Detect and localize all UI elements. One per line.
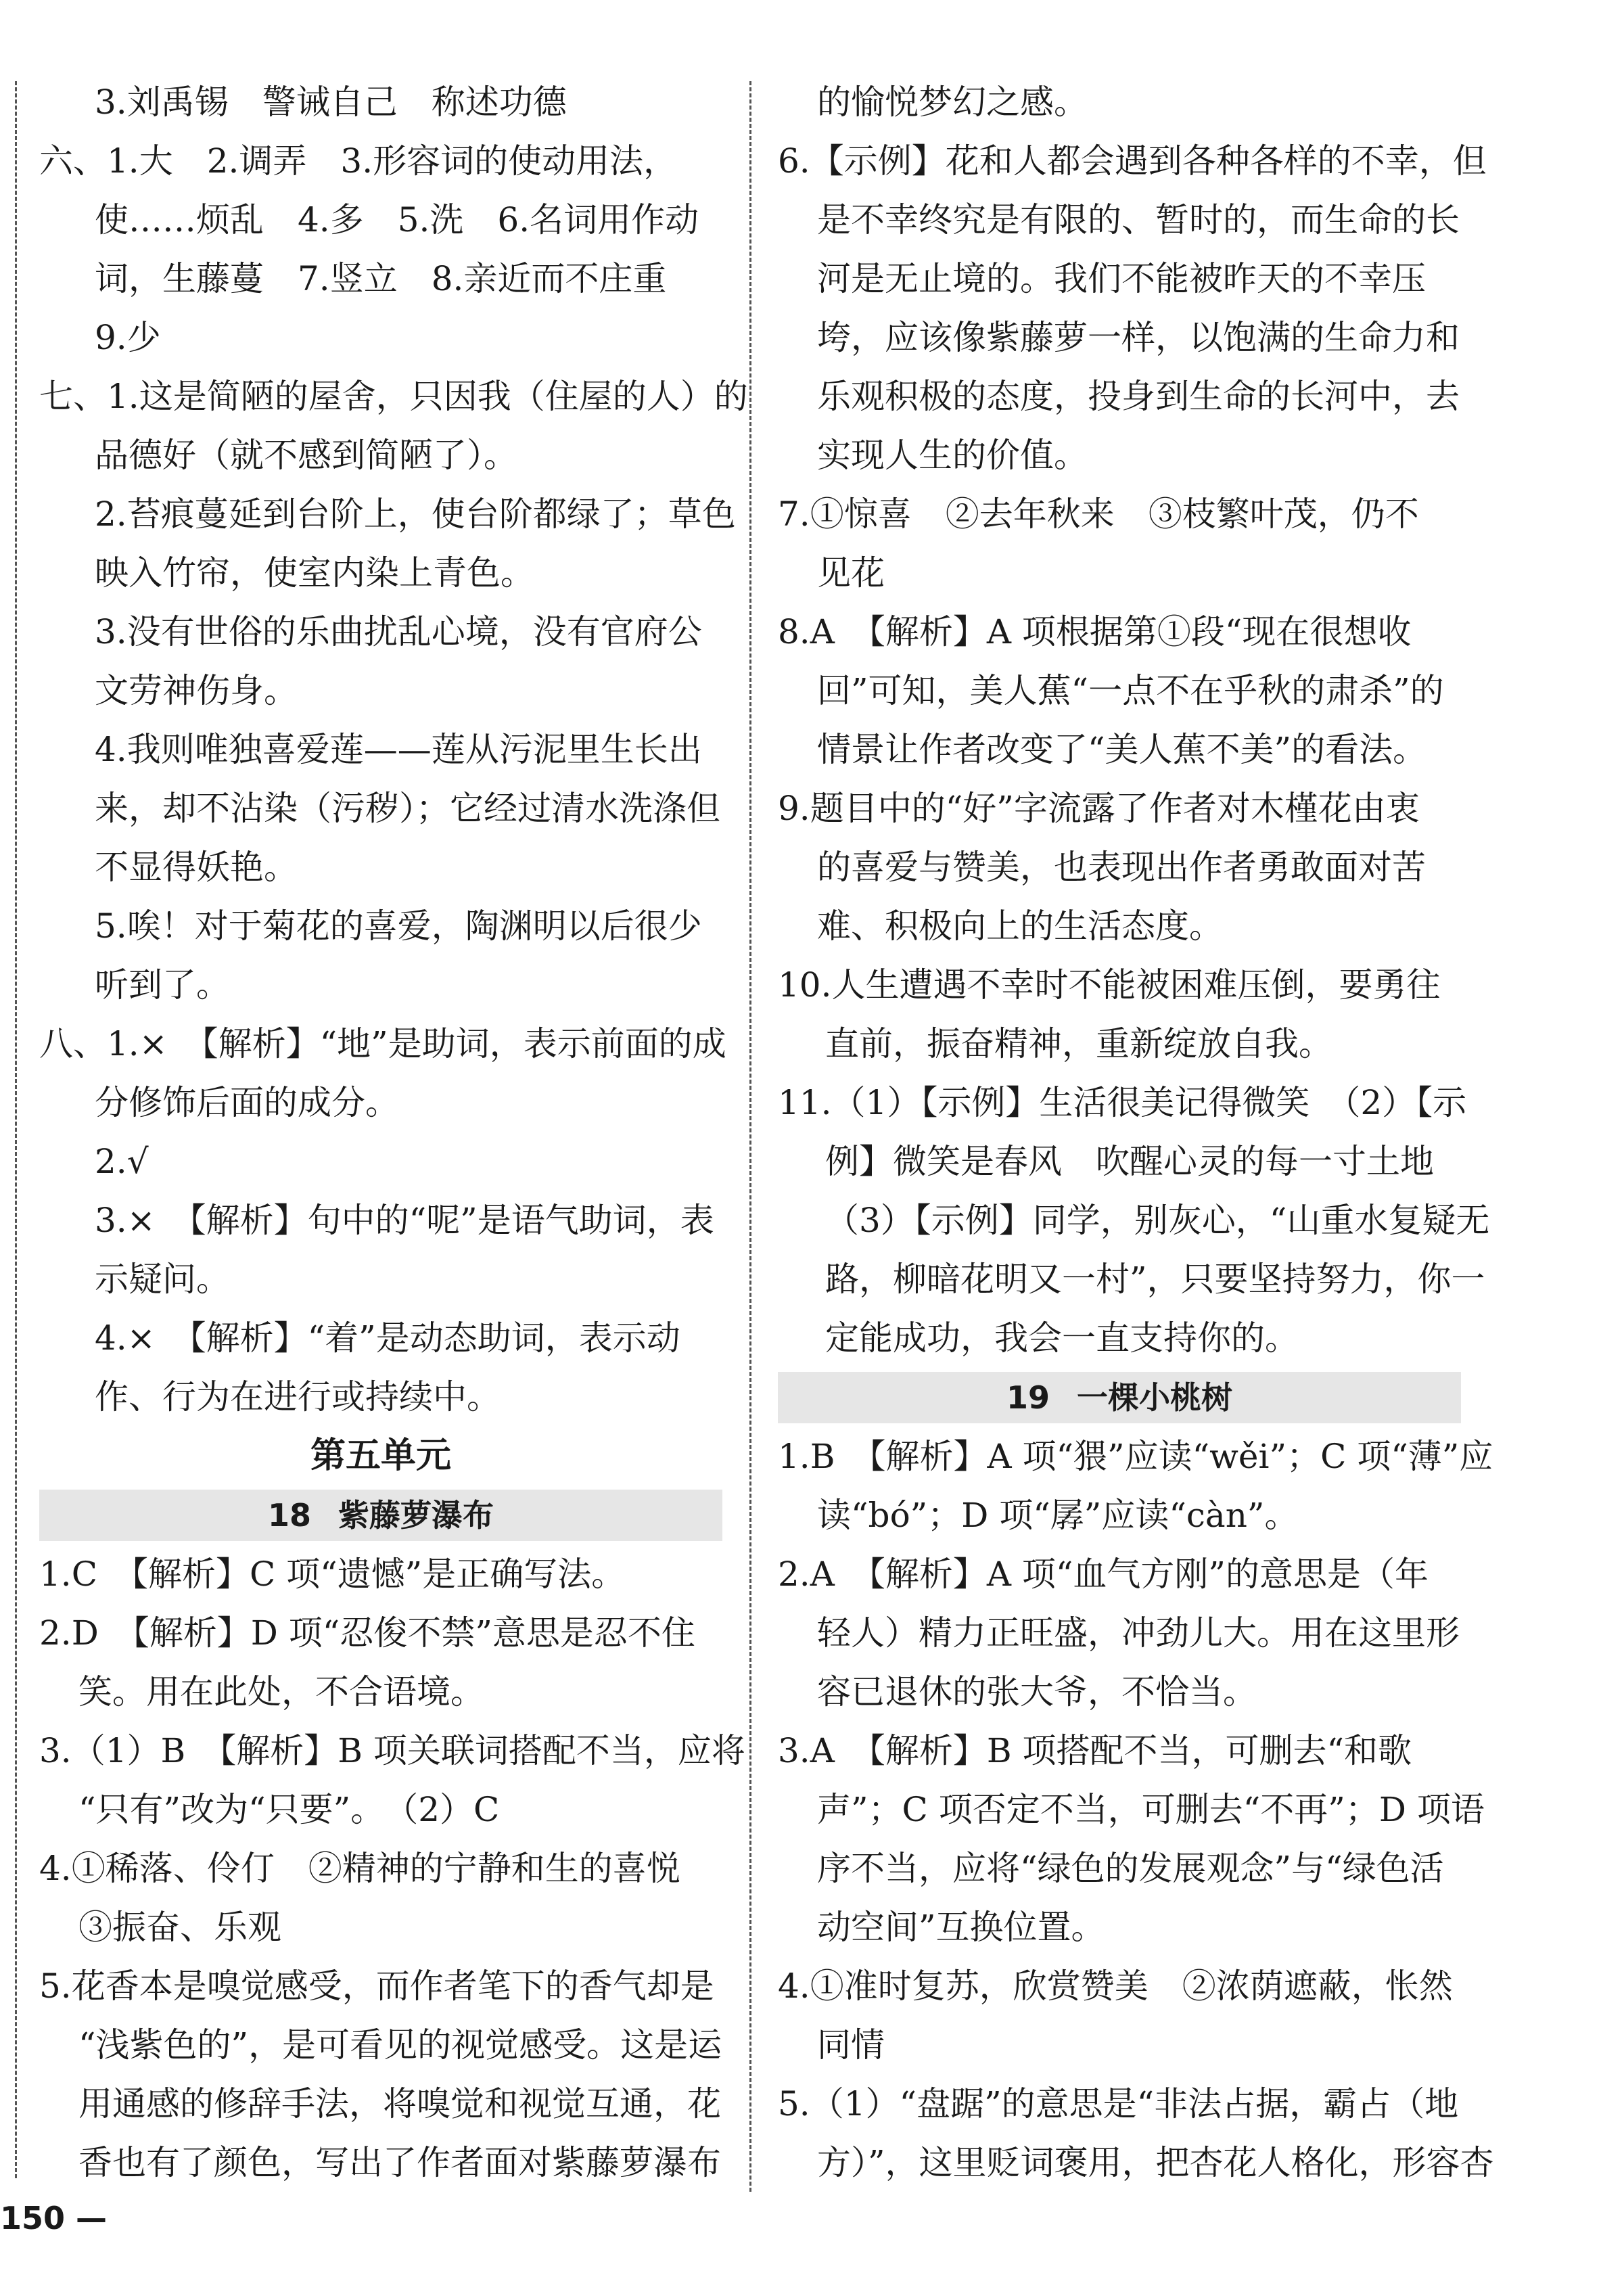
lesson-header-19 <box>778 1372 1461 1423</box>
answer-line: 4.我则唯独喜爱莲——莲从污泥里生长出 <box>95 730 702 769</box>
answer-line: 2.√ <box>95 1142 149 1181</box>
page-number: 150 — <box>0 2200 108 2236</box>
answer-line: 定能成功，我会一直支持你的。 <box>825 1318 1299 1358</box>
answer-line: 10.人生遭遇不幸时不能被困难压倒，要勇往 <box>778 965 1441 1005</box>
answer-line: 词，生藤蔓 7.竖立 8.亲近而不庄重 <box>95 259 667 298</box>
answer-line: 听到了。 <box>95 965 230 1005</box>
answer-line: 2.苔痕蔓延到台阶上，使台阶都绿了；草色 <box>95 495 736 534</box>
answer-line: 品德好（就不感到简陋了）。 <box>95 436 517 475</box>
answer-line: 5.花香本是嗅觉感受，而作者笔下的香气却是 <box>39 1967 714 2006</box>
answer-line: （3）【示例】同学，别灰心，“山重水复疑无 <box>825 1201 1490 1240</box>
answer-line: 2.A 【解析】A 项“血气方刚”的意思是（年 <box>778 1555 1429 1594</box>
answer-line: 回”可知，美人蕉“一点不在乎秋的肃杀”的 <box>817 671 1444 710</box>
answer-line: 容已退休的张大爷，不恰当。 <box>817 1672 1257 1711</box>
answer-line: 映入竹帘，使室内染上青色。 <box>95 553 534 593</box>
answer-line: 3.刘禹锡 警诫自己 称述功德 <box>95 83 567 122</box>
answer-line: 声”；C 项否定不当，可删去“不再”；D 项语 <box>817 1790 1485 1829</box>
answer-line: 的愉悦梦幻之感。 <box>817 83 1088 122</box>
answer-line: 示疑问。 <box>95 1260 230 1299</box>
answer-line: 11.（1）【示例】生活很美记得微笑 （2）【示 <box>778 1083 1467 1122</box>
answer-line: 例】微笑是春风 吹醒心灵的每一寸土地 <box>825 1142 1434 1181</box>
answer-line: 4.①稀落、伶仃 ②精神的宁静和生的喜悦 <box>39 1849 680 1888</box>
left-column <box>39 73 748 2192</box>
answer-line: 同情 <box>817 2025 885 2065</box>
lesson-number: 19 <box>1006 1379 1050 1416</box>
answer-line: 4.①准时复苏，欣赏赞美 ②浓荫遮蔽，怅然 <box>778 1967 1453 2006</box>
answer-line: 河是无止境的。我们不能被昨天的不幸压 <box>817 259 1426 298</box>
answer-line: 七、1.这是简陋的屋舍，只因我（住屋的人）的 <box>39 377 748 416</box>
lesson-title: 紫藤萝瀑布 <box>338 1497 494 1534</box>
answer-line: 实现人生的价值。 <box>817 436 1088 475</box>
answer-line: 2.D 【解析】D 项“忍俊不禁”意思是忍不住 <box>39 1613 695 1653</box>
answer-line: 八、1.× 【解析】“地”是助词，表示前面的成 <box>39 1024 726 1063</box>
answer-line: “只有”改为“只要”。 （2）C <box>78 1790 500 1829</box>
answer-line: 3.× 【解析】句中的“呢”是语气助词，表 <box>95 1201 714 1240</box>
answer-line: 情景让作者改变了“美人蕉不美”的看法。 <box>817 730 1427 769</box>
answer-line: 1.B 【解析】A 项“猥”应读“wěi”；C 项“薄”应 <box>778 1437 1493 1476</box>
answer-line: 动空间”互换位置。 <box>817 1908 1105 1947</box>
answer-line: 来，却不沾染（污秽）；它经过清水洗涤但 <box>95 789 720 828</box>
answer-line: 9.少 <box>95 318 161 357</box>
answer-line: 4.× 【解析】“着”是动态助词，表示动 <box>95 1318 680 1358</box>
answer-line: 香也有了颜色，写出了作者面对紫藤萝瀑布 <box>78 2143 721 2182</box>
answer-line: 3.（1）B 【解析】B 项关联词搭配不当，应将 <box>39 1731 745 1770</box>
answer-line: 读“bó”；D 项“孱”应读“càn”。 <box>817 1496 1299 1535</box>
right-lines-top <box>778 73 1490 1368</box>
answer-line: 1.C 【解析】C 项“遗憾”是正确写法。 <box>39 1555 626 1594</box>
answer-line: 9.题目中的“好”字流露了作者对木槿花由衷 <box>778 789 1420 828</box>
left-lines-bottom <box>39 1545 745 2192</box>
left-lines-top <box>39 73 748 1427</box>
column-divider <box>749 81 751 2192</box>
answer-line: ③振奋、乐观 <box>78 1908 281 1947</box>
answer-line: 使……烦乱 4.多 5.洗 6.名词用作动 <box>95 200 699 239</box>
lesson-title: 一棵小桃树 <box>1077 1379 1232 1416</box>
answer-line: “浅紫色的”，是可看见的视觉感受。这是运 <box>78 2025 722 2065</box>
answer-line: 垮，应该像紫藤萝一样，以饱满的生命力和 <box>817 318 1460 357</box>
answer-line: 乐观积极的态度，投身到生命的长河中，去 <box>817 377 1460 416</box>
answer-line: 5.唉！对于菊花的喜爱，陶渊明以后很少 <box>95 906 702 946</box>
answer-line: 用通感的修辞手法，将嗅觉和视觉互通，花 <box>78 2084 721 2123</box>
answer-line: 的喜爱与赞美，也表现出作者勇敢面对苦 <box>817 848 1426 887</box>
answer-line: 3.A 【解析】B 项搭配不当，可删去“和歌 <box>778 1731 1412 1770</box>
right-column <box>778 73 1494 2192</box>
answer-line: 6.【示例】花和人都会遇到各种各样的不幸，但 <box>778 141 1487 181</box>
answer-line: 7.①惊喜 ②去年秋来 ③枝繁叶茂，仍不 <box>778 495 1419 534</box>
answer-line: 是不幸终究是有限的、暂时的，而生命的长 <box>817 200 1460 239</box>
right-lines-bottom <box>778 1427 1494 2192</box>
answer-line: 分修饰后面的成分。 <box>95 1083 399 1122</box>
left-margin-dashed-line <box>15 81 17 2178</box>
answer-line: 六、1.大 2.调弄 3.形容词的使动用法， <box>39 141 678 181</box>
answer-line: 难、积极向上的生活态度。 <box>817 906 1223 946</box>
answer-line: 笑。用在此处，不合语境。 <box>78 1672 484 1711</box>
lesson-number: 18 <box>267 1497 311 1534</box>
lesson-header-18 <box>39 1490 722 1541</box>
answer-line: 5.（1）“盘踞”的意思是“非法占据，霸占（地 <box>778 2084 1459 2123</box>
answer-line: 序不当，应将“绿色的发展观念”与“绿色活 <box>817 1849 1444 1888</box>
unit-title: 第五单元 <box>310 1435 451 1476</box>
answer-line: 路，柳暗花明又一村”，只要坚持努力，你一 <box>825 1260 1485 1299</box>
answer-line: 轻人）精力正旺盛，冲劲儿大。用在这里形 <box>817 1613 1460 1653</box>
answer-line: 3.没有世俗的乐曲扰乱心境，没有官府公 <box>95 612 702 651</box>
answer-line: 见花 <box>817 553 885 593</box>
answer-line: 方）”，这里贬词褒用，把杏花人格化，形容杏 <box>817 2143 1494 2182</box>
answer-line: 不显得妖艳。 <box>95 848 298 887</box>
answer-line: 直前，振奋精神，重新绽放自我。 <box>825 1024 1332 1063</box>
answer-line: 8.A 【解析】A 项根据第①段“现在很想收 <box>778 612 1412 651</box>
answer-line: 文劳神伤身。 <box>95 671 298 710</box>
answer-line: 作、行为在进行或持续中。 <box>95 1377 501 1417</box>
